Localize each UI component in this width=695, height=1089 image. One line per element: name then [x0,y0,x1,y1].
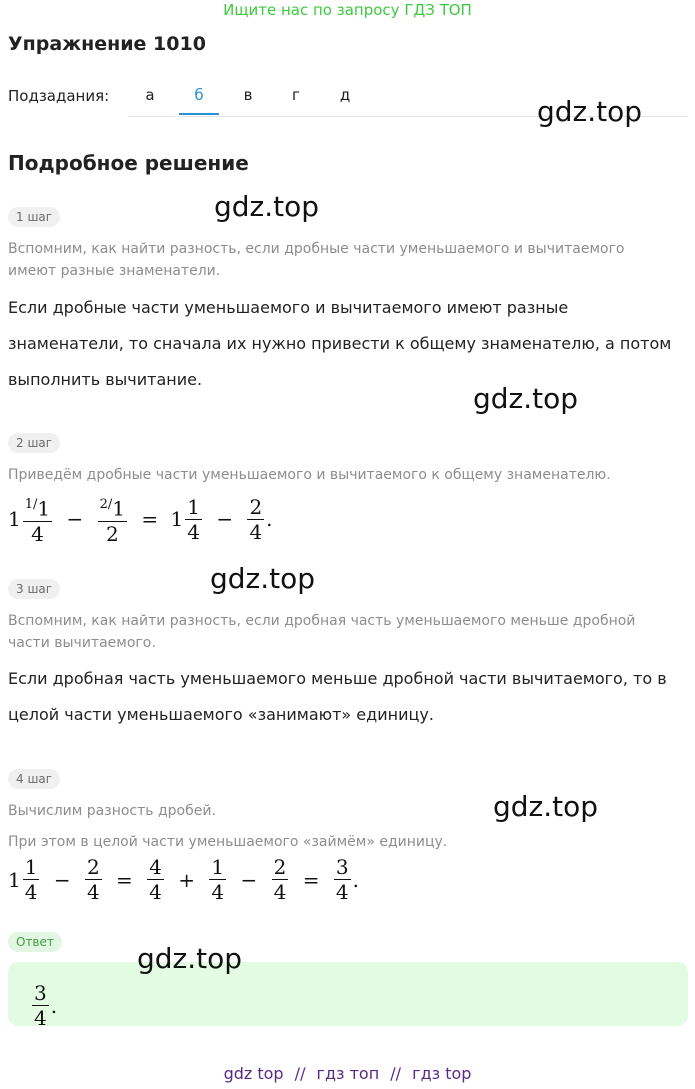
footer-links [0,1064,695,1083]
tab-g[interactable]: г [292,86,300,104]
fraction [334,855,351,904]
solution-heading: Подробное решение [8,151,249,175]
step-3-text [8,661,688,733]
denominator: 4 [86,880,100,904]
footer-separator: // [390,1064,402,1083]
minus-sign: − [240,867,258,892]
fraction [209,855,226,904]
denominator: 4 [31,521,44,546]
numerator: 1 [112,496,125,521]
whole-part: 1 [8,867,21,892]
fraction [98,493,127,546]
period: . [352,867,359,892]
fraction [147,855,164,904]
fraction [23,855,40,904]
step-4-hint-2: При этом в целой части уменьшаемого «займём» единицу. [8,834,448,850]
hint-line: имеют разные знаменатели. [8,263,221,279]
fraction [32,981,49,1030]
watermark: gdz.top [137,942,243,975]
numerator: 2 [249,494,263,519]
step-1-badge: 1 шаг [8,207,60,227]
hint-line: Вспомним, как найти разность, если дробные части уменьшаемого и вычитаемого [8,241,625,257]
tab-v[interactable]: в [243,86,253,104]
minus-sign: − [216,507,234,532]
watermark: gdz.top [473,382,579,415]
equals-sign: = [116,867,133,892]
multiplier: 1/ [24,497,38,512]
numerator: 1 [37,496,51,521]
numerator: 2 [273,855,287,879]
step-2-badge: 2 шаг [8,433,60,453]
hint-line: Вспомним, как найти разность, если дробная часть уменьшаемого меньше дробной [8,613,636,629]
step-1-text [8,290,688,398]
text-line: Если дробные части уменьшаемого и вычитаемого имеют разные [8,298,569,317]
numerator: 4 [149,855,162,879]
step-3-badge: 3 шаг [8,579,60,599]
denominator: 4 [273,880,287,904]
watermark: gdz.top [210,562,316,595]
watermark: gdz.top [537,95,643,128]
numerator: 3 [335,855,349,879]
denominator: 2 [105,521,119,546]
step-4-hint-1: Вычислим разность дробей. [8,803,216,819]
footer-link-gdz-top-mixed[interactable]: гдз top [412,1064,472,1083]
step-2-formula [8,493,273,546]
footer-separator: // [294,1064,306,1083]
denominator: 4 [249,519,263,544]
active-tab-indicator [179,113,219,115]
answer-badge: Ответ [8,932,62,952]
numerator: 1 [211,855,225,879]
text-line: целой части уменьшаемого «занимают» единицу. [8,705,434,724]
step-4-formula [8,855,359,904]
period: . [50,993,58,1018]
footer-link-gdz-top-ru[interactable]: гдз топ [316,1064,380,1083]
denominator: 4 [335,880,349,904]
multiplier: 2/ [99,497,113,512]
text-line: знаменатели, то сначала их нужно привести к общему знаменателю, а потом [8,334,672,353]
fraction [85,855,102,904]
numerator: 2 [86,855,100,879]
watermark: gdz.top [493,790,599,823]
denominator: 4 [149,880,162,904]
tab-d[interactable]: д [339,86,351,104]
numerator: 3 [34,981,47,1005]
hint-line: части вычитаемого. [8,635,156,651]
step-4-badge: 4 шаг [8,769,60,789]
numerator: 1 [24,855,38,879]
tab-a[interactable]: а [145,86,155,104]
whole-part: 1 [170,507,184,532]
page-title: Упражнение 1010 [8,33,206,55]
denominator: 4 [34,1006,47,1030]
denominator: 4 [211,880,225,904]
fraction [23,493,52,546]
period: . [266,507,273,532]
minus-sign: − [66,507,84,532]
text-line: выполнить вычитание. [8,370,203,389]
tab-b[interactable]: б [194,86,204,104]
step-2-hint: Приведём дробные части уменьшаемого и вычитаемого к общему знаменателю. [8,467,611,483]
promo-banner: Ищите нас по запросу ГДЗ ТОП [223,1,472,19]
plus-sign: + [178,867,196,892]
answer-box [8,962,688,1026]
fraction [247,495,264,544]
watermark: gdz.top [214,190,320,223]
whole-part: 1 [8,507,21,532]
denominator: 4 [24,880,38,904]
equals-sign: = [302,867,320,892]
equals-sign: = [141,507,159,532]
subtasks-label: Подзадания: [8,87,110,105]
fraction [185,495,202,544]
answer-formula [30,981,57,1030]
footer-link-gdz-top[interactable]: gdz top [223,1064,284,1083]
step-1-hint [8,238,688,282]
fraction [272,855,289,904]
minus-sign: − [53,867,71,892]
numerator: 1 [187,494,200,519]
denominator: 4 [187,519,200,544]
text-line: Если дробная часть уменьшаемого меньше дробной части вычитаемого, то в [8,669,667,688]
step-3-hint [8,610,688,654]
